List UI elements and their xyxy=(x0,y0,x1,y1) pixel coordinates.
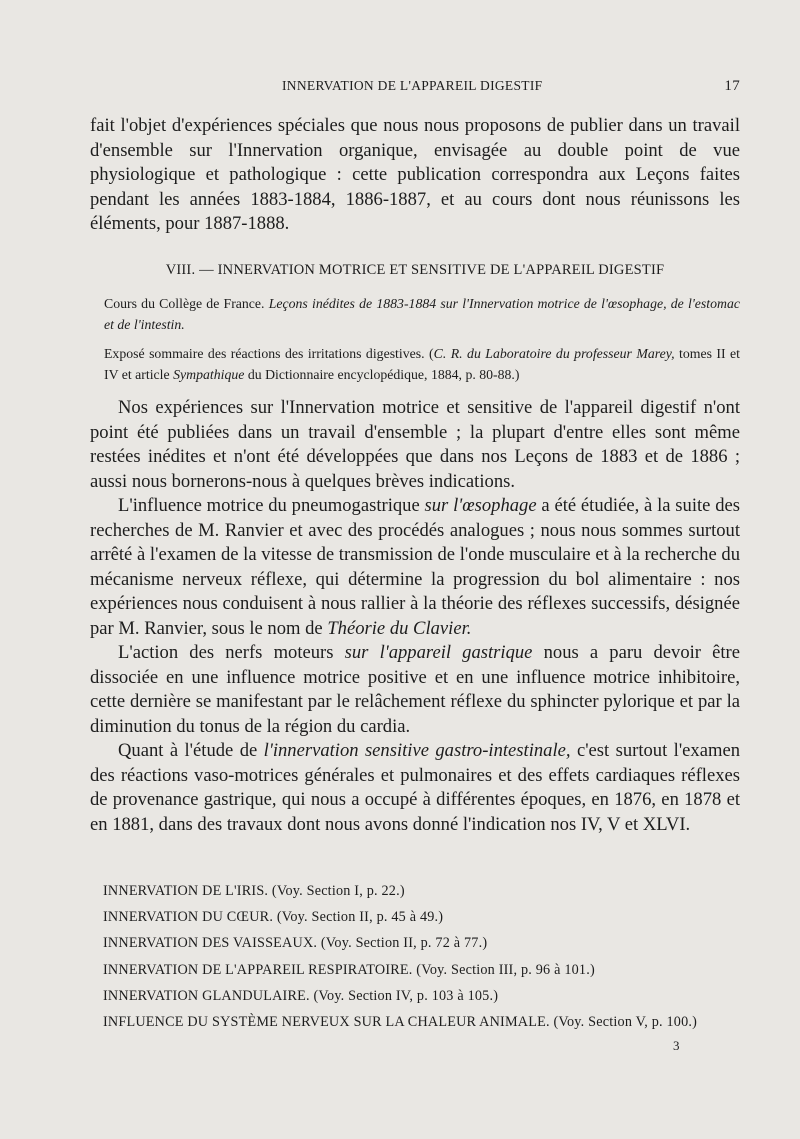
cross-reference-list xyxy=(103,878,743,1035)
p3-text-a: L'action des nerfs moteurs xyxy=(118,642,345,663)
p3-italic: sur l'appareil gastrique xyxy=(344,642,533,663)
intro-paragraph: fait l'objet d'expériences spéciales que nous nous proposons de publier dans un travail d'ensemble sur l'Innervation organique, envisagée au double point de vue physiologique et pathologique : cette publication correspondra aux Leçons faites pendant les années 1883-1884, 1886-1887, et au cours dont nous réunissons les éléments, pour 1887-1888. xyxy=(90,115,740,234)
p2-text-a: L'influence motrice du pneumogastrique xyxy=(118,495,425,516)
section-note-course xyxy=(90,293,740,335)
header-title: INNERVATION DE L'APPAREIL DIGESTIF xyxy=(282,78,543,93)
p3-text-b: nous a paru devoir être dissociée en une influence motrice positive et en une influence motrice inhibitoire, cette dernière se manifestant par le relâchement réflexe du sphincter pylorique et par la diminution du tonus de la région du cardia. xyxy=(90,642,741,737)
p2-text-b: a été étudiée, à la suite des recherches de M. Ranvier et avec des procédés analogues ; nous nous sommes surtout arrêté à l'examen de la vitesse de transmission de l'onde musculaire et à la recherche du mécanisme nerveux réflexe, qui détermine la progression du bol alimentaire : nos expériences nous conduisent à nous rallier à la théorie des réflexes successifs, désignée par M. Ranvier, sous le nom de xyxy=(90,495,741,639)
section-note-summary xyxy=(90,343,740,385)
paragraph-1: Nos expériences sur l'Innervation motrice et sensitive de l'appareil digestif n'ont point été publiées dans un travail d'ensemble ; la plupart d'entre elles sont même restées inédites et n'ont été développées que dans nos Leçons de 1883 et de 1886 ; aussi nous bornerons-nous à quelques brèves indications. xyxy=(90,397,740,492)
note-summary-italic-b: Sympathique xyxy=(173,367,245,382)
p4-text-a: Quant à l'étude de xyxy=(118,740,264,761)
note-course-text: Cours du Collège de France. xyxy=(104,296,269,311)
p4-text-b: c'est surtout l'examen des réactions vaso-motrices générales et pulmonaires et des effets cardiaques réflexes de provenance gastrique, qui nous a occupé à différentes époques, en 1876, en 1878 et en 1881, dans des travaux dont nous avons donné l'indication nos IV, V et XLVI. xyxy=(90,740,740,835)
signature-mark: 3 xyxy=(673,1038,680,1053)
reference-item: INNERVATION DE L'IRIS. (Voy. Section I, p. 22.) xyxy=(103,883,405,899)
reference-item: INNERVATION DE L'APPAREIL RESPIRATOIRE. (Voy. Section III, p. 96 à 101.) xyxy=(103,961,595,978)
section-heading: VIII. — INNERVATION MOTRICE ET SENSITIVE DE L'APPAREIL DIGESTIF xyxy=(165,262,665,278)
reference-item: INNERVATION GLANDULAIRE. (Voy. Section IV, p. 103 à 105.) xyxy=(103,987,499,1004)
reference-item: INFLUENCE DU SYSTÈME NERVEUX SUR LA CHALEUR ANIMALE. (Voy. Section V, p. 100.) xyxy=(103,1014,698,1031)
note-summary-text-c: du Dictionnaire encyclopédique, 1884, p. 80-88.) xyxy=(244,367,520,382)
paragraph-3 xyxy=(90,641,740,739)
p2-italic-2: Théorie du Clavier. xyxy=(327,617,472,639)
reference-item: INNERVATION DES VAISSEAUX. (Voy. Section II, p. 72 à 77.) xyxy=(103,935,488,952)
paragraph-2 xyxy=(90,494,740,641)
main-text xyxy=(90,396,740,837)
note-summary-text-a: Exposé sommaire des réactions des irritations digestives. ( xyxy=(104,346,434,361)
note-summary-italic-a: C. R. du Laboratoire du professeur Marey, xyxy=(433,346,675,361)
p4-italic: l'innervation sensitive gastro-intestinale, xyxy=(263,740,571,761)
p2-italic: sur l'œsophage xyxy=(424,495,537,516)
page-number: 17 xyxy=(724,78,740,94)
note-course-title: Leçons inédites de 1883-1884 sur l'Innervation motrice de l'œsophage, de l'estomac et de l'intestin. xyxy=(104,296,740,332)
paragraph-4 xyxy=(90,739,740,837)
note-summary-text-b: tomes II et IV et article xyxy=(104,346,740,382)
reference-item: INNERVATION DU CŒUR. (Voy. Section II, p. 45 à 49.) xyxy=(103,909,444,926)
section-viii xyxy=(90,262,740,393)
